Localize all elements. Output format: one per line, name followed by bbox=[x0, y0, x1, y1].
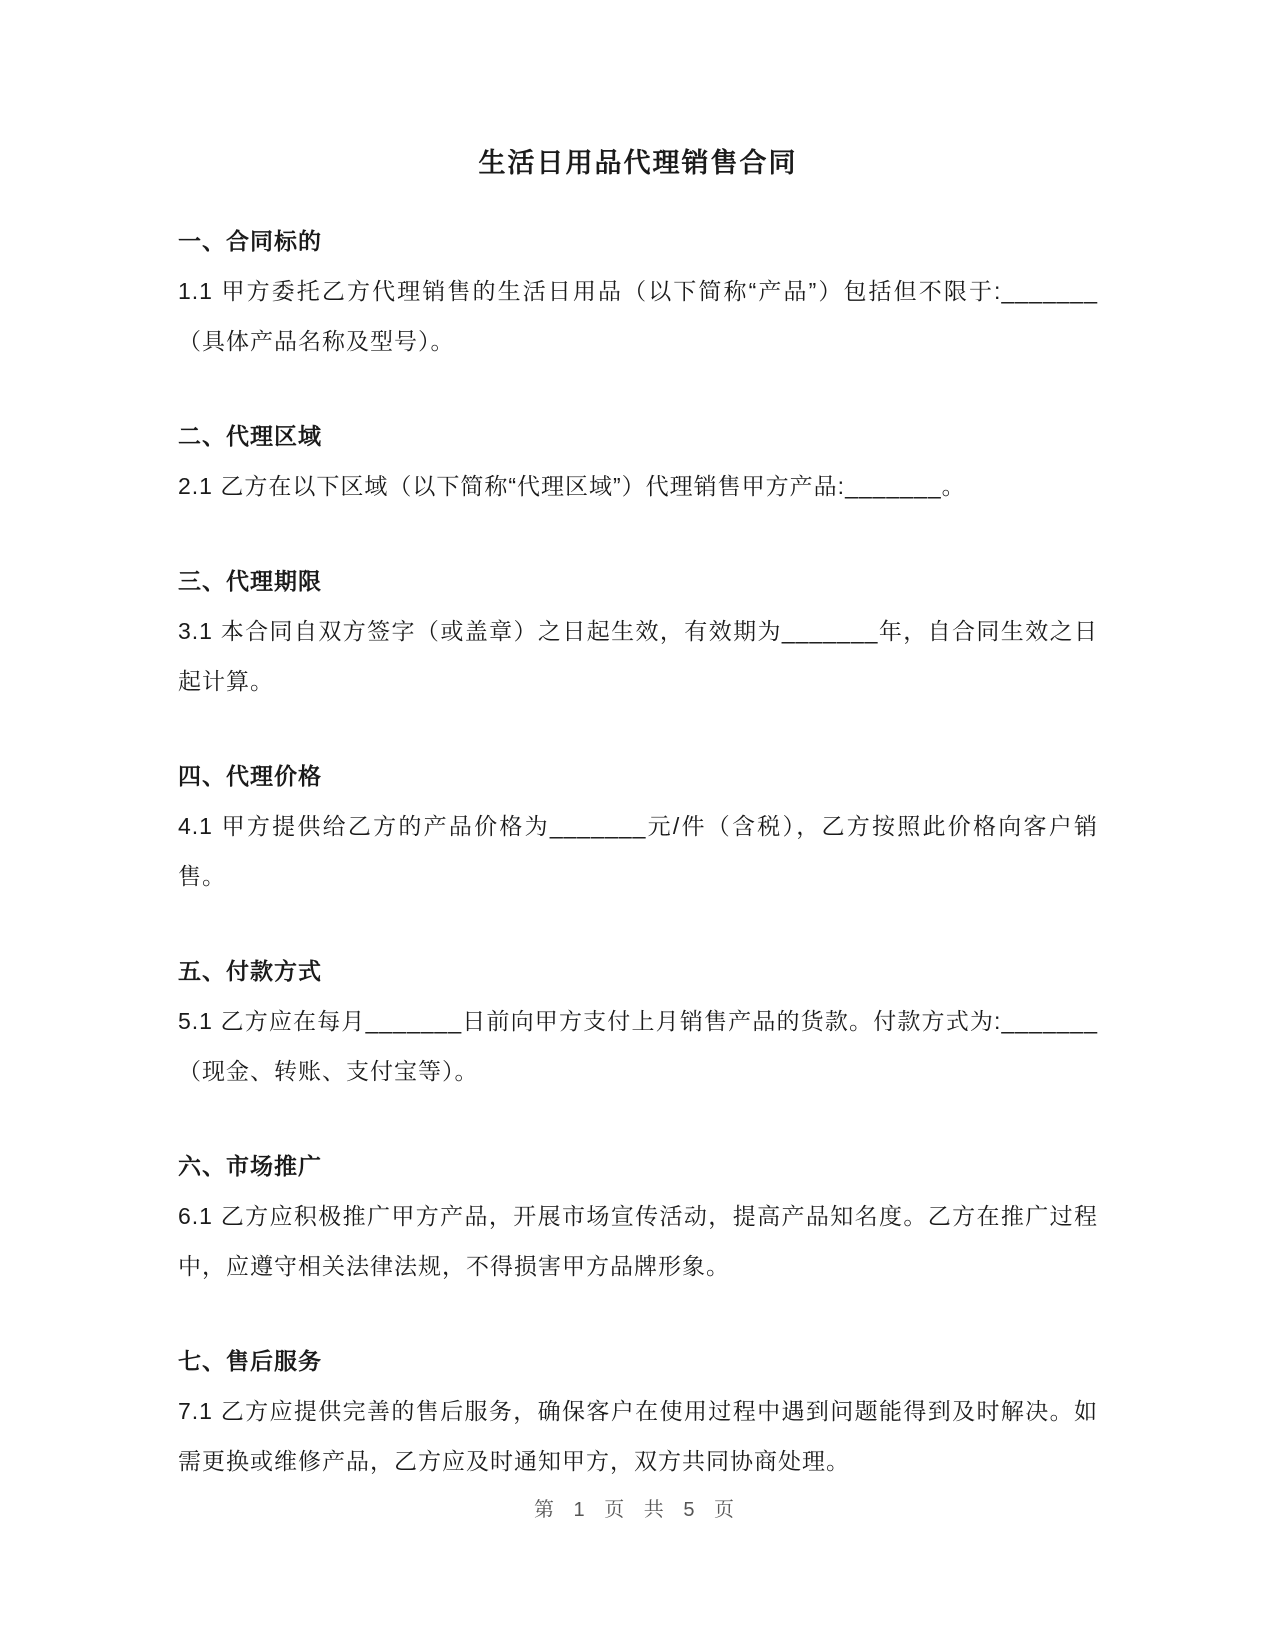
section-heading: 五、付款方式 bbox=[178, 958, 322, 984]
contract-section-7 bbox=[178, 1336, 1098, 1486]
section-heading: 七、售后服务 bbox=[178, 1348, 322, 1374]
section-heading: 一、合同标的 bbox=[178, 228, 322, 254]
section-paragraph: 3.1 本合同自双方签字（或盖章）之日起生效，有效期为_______年，自合同生效之日起计算。 bbox=[178, 618, 1098, 694]
contract-section-2 bbox=[178, 411, 1098, 511]
contract-section-6 bbox=[178, 1141, 1098, 1291]
section-heading: 三、代理期限 bbox=[178, 568, 322, 594]
section-heading: 六、市场推广 bbox=[178, 1153, 322, 1179]
section-paragraph: 7.1 乙方应提供完善的售后服务，确保客户在使用过程中遇到问题能得到及时解决。如需更换或维修产品，乙方应及时通知甲方，双方共同协商处理。 bbox=[178, 1398, 1098, 1474]
contract-section-1 bbox=[178, 216, 1098, 366]
section-paragraph: 2.1 乙方在以下区域（以下简称“代理区域”）代理销售甲方产品:_______。 bbox=[178, 473, 966, 499]
contract-section-4 bbox=[178, 751, 1098, 901]
contract-section-3 bbox=[178, 556, 1098, 706]
section-paragraph: 5.1 乙方应在每月_______日前向甲方支付上月销售产品的货款。付款方式为:_______（现金、转账、支付宝等）。 bbox=[178, 1008, 1098, 1084]
section-heading: 四、代理价格 bbox=[178, 763, 322, 789]
document-title: 生活日用品代理销售合同 bbox=[478, 148, 798, 178]
page-number-footer: 第 1 页 共 5 页 bbox=[533, 1499, 742, 1521]
section-heading: 二、代理区域 bbox=[178, 423, 322, 449]
contract-section-5 bbox=[178, 946, 1098, 1096]
section-paragraph: 4.1 甲方提供给乙方的产品价格为_______元/件（含税），乙方按照此价格向客户销售。 bbox=[178, 813, 1098, 889]
section-paragraph: 1.1 甲方委托乙方代理销售的生活日用品（以下简称“产品”）包括但不限于:_______（具体产品名称及型号）。 bbox=[178, 278, 1098, 354]
section-paragraph: 6.1 乙方应积极推广甲方产品，开展市场宣传活动，提高产品知名度。乙方在推广过程中，应遵守相关法律法规，不得损害甲方品牌形象。 bbox=[178, 1203, 1098, 1279]
